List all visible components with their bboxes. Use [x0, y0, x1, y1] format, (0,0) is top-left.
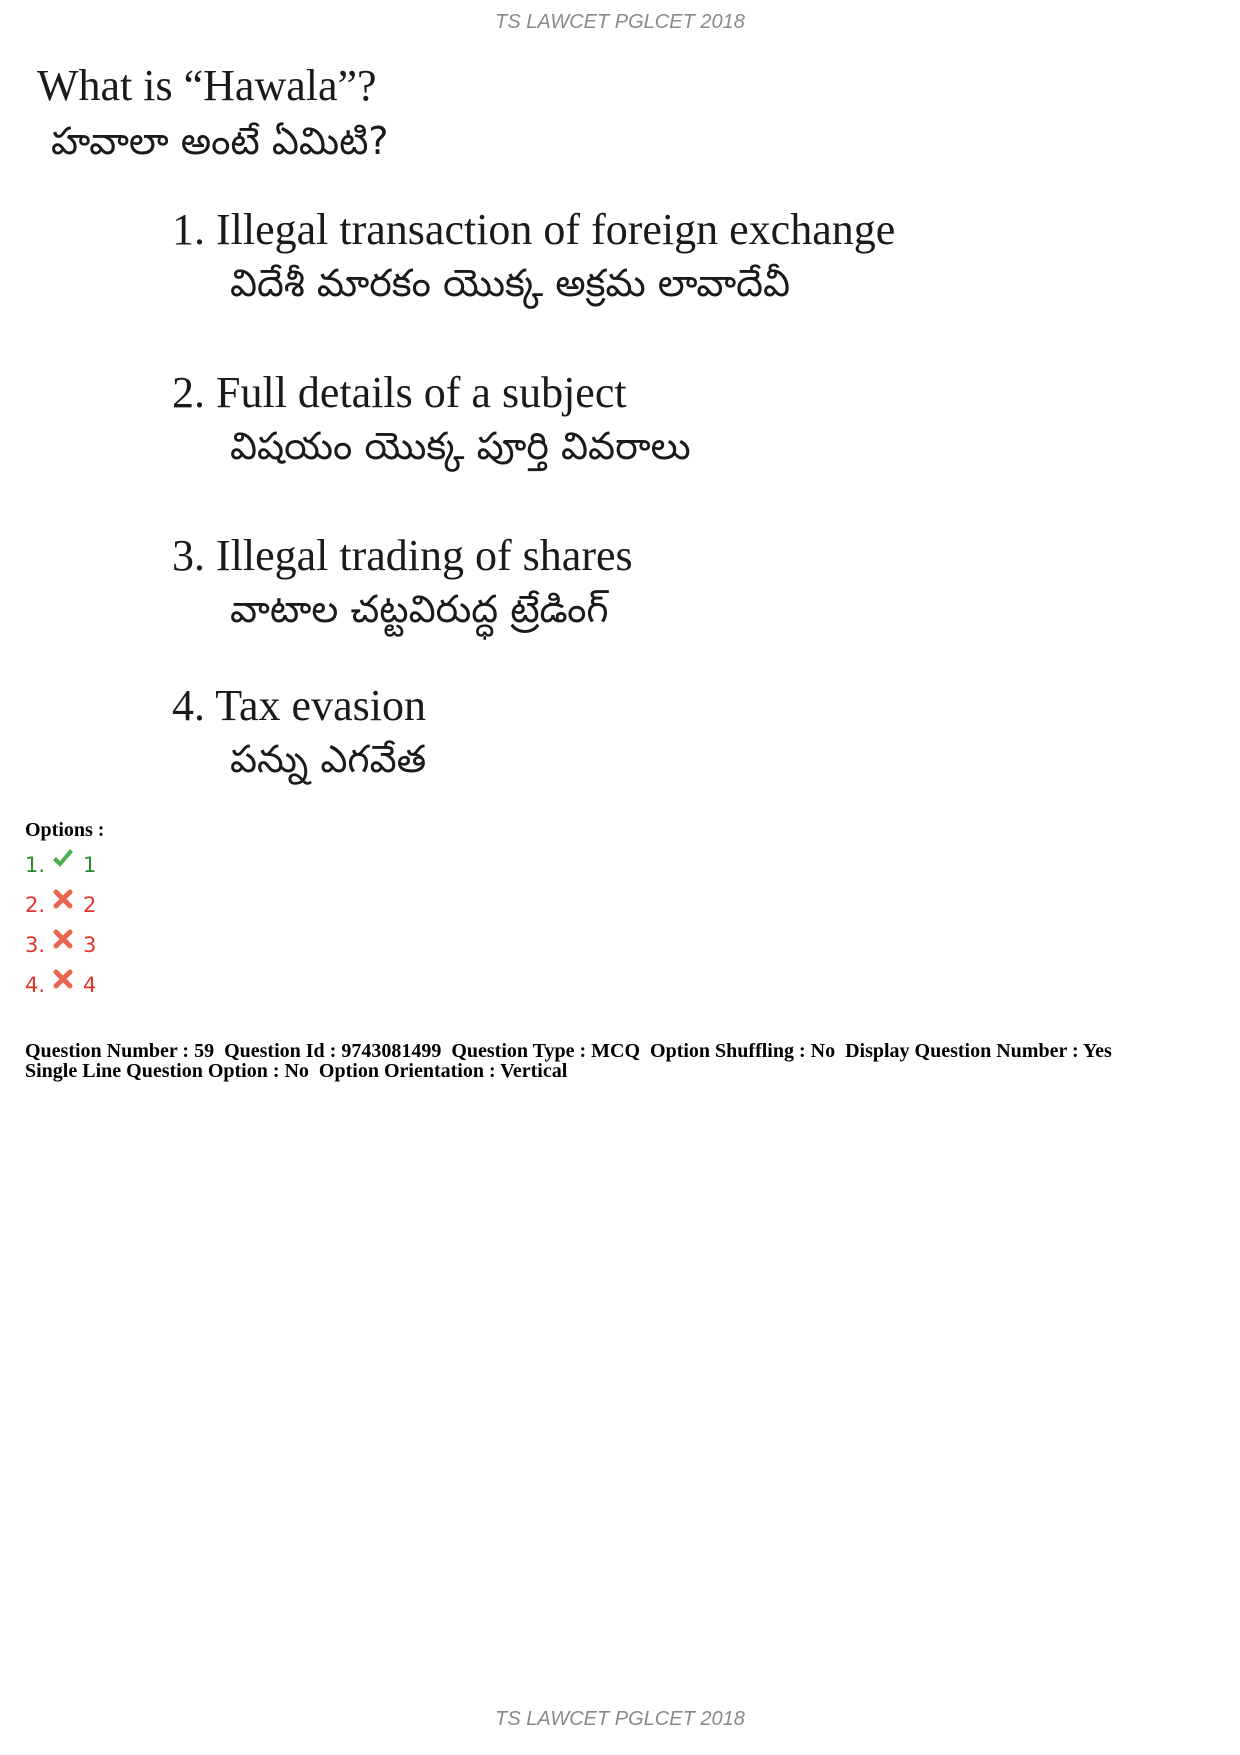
choice-1-telugu: విదేశీ మారకం యొక్క అక్రమ లావాదేవీ: [230, 261, 791, 305]
cross-icon: [51, 887, 75, 911]
option-2: [25, 890, 96, 920]
question-text-telugu: హవాలా అంటే ఏమిటి?: [51, 119, 389, 163]
question-image: [24, 52, 1024, 802]
option-3-value: 3: [83, 933, 97, 957]
option-4-value: 4: [83, 973, 97, 997]
option-4: [25, 970, 96, 1000]
check-icon: [51, 847, 75, 871]
choice-4-english: 4. Tax evasion: [172, 681, 426, 730]
choice-1-english: 1. Illegal transaction of foreign exchange: [172, 205, 896, 254]
choice-2: [172, 367, 691, 478]
option-3-number: 3.: [25, 933, 46, 957]
option-1-number: 1.: [25, 853, 46, 877]
question-text-english: What is “Hawala”?: [37, 61, 377, 110]
option-3: [25, 930, 96, 960]
choice-3: [172, 530, 633, 641]
choice-3-telugu: వాటాల చట్టవిరుద్ధ ట్రేడింగ్: [230, 587, 609, 631]
option-2-value: 2: [83, 893, 97, 917]
option-2-number: 2.: [25, 893, 46, 917]
choice-4-telugu: పన్ను ఎగవేత: [230, 737, 427, 781]
option-4-number: 4.: [25, 973, 46, 997]
choice-2-telugu: విషయం యొక్క పూర్తి వివరాలు: [230, 424, 691, 468]
question-metadata: [25, 1041, 1225, 1081]
cross-icon: [51, 967, 75, 991]
option-1-value: 1: [83, 853, 97, 877]
metadata-line-2: Single Line Question Option : No Option Orientation : Vertical: [25, 1060, 568, 1082]
cross-icon: [51, 927, 75, 951]
choice-4: [172, 680, 426, 791]
page-header: TS LAWCET PGLCET 2018: [495, 11, 745, 33]
option-1: [25, 850, 96, 880]
metadata-line-1: Question Number : 59 Question Id : 9743081499 Question Type : MCQ Option Shuffling : No Display Question Number : Yes: [25, 1040, 1112, 1062]
options-label: Options :: [25, 819, 105, 841]
choice-3-english: 3. Illegal trading of shares: [172, 531, 633, 580]
choice-1: [172, 204, 895, 315]
page-footer: TS LAWCET PGLCET 2018: [495, 1708, 745, 1730]
choice-2-english: 2. Full details of a subject: [172, 368, 627, 417]
